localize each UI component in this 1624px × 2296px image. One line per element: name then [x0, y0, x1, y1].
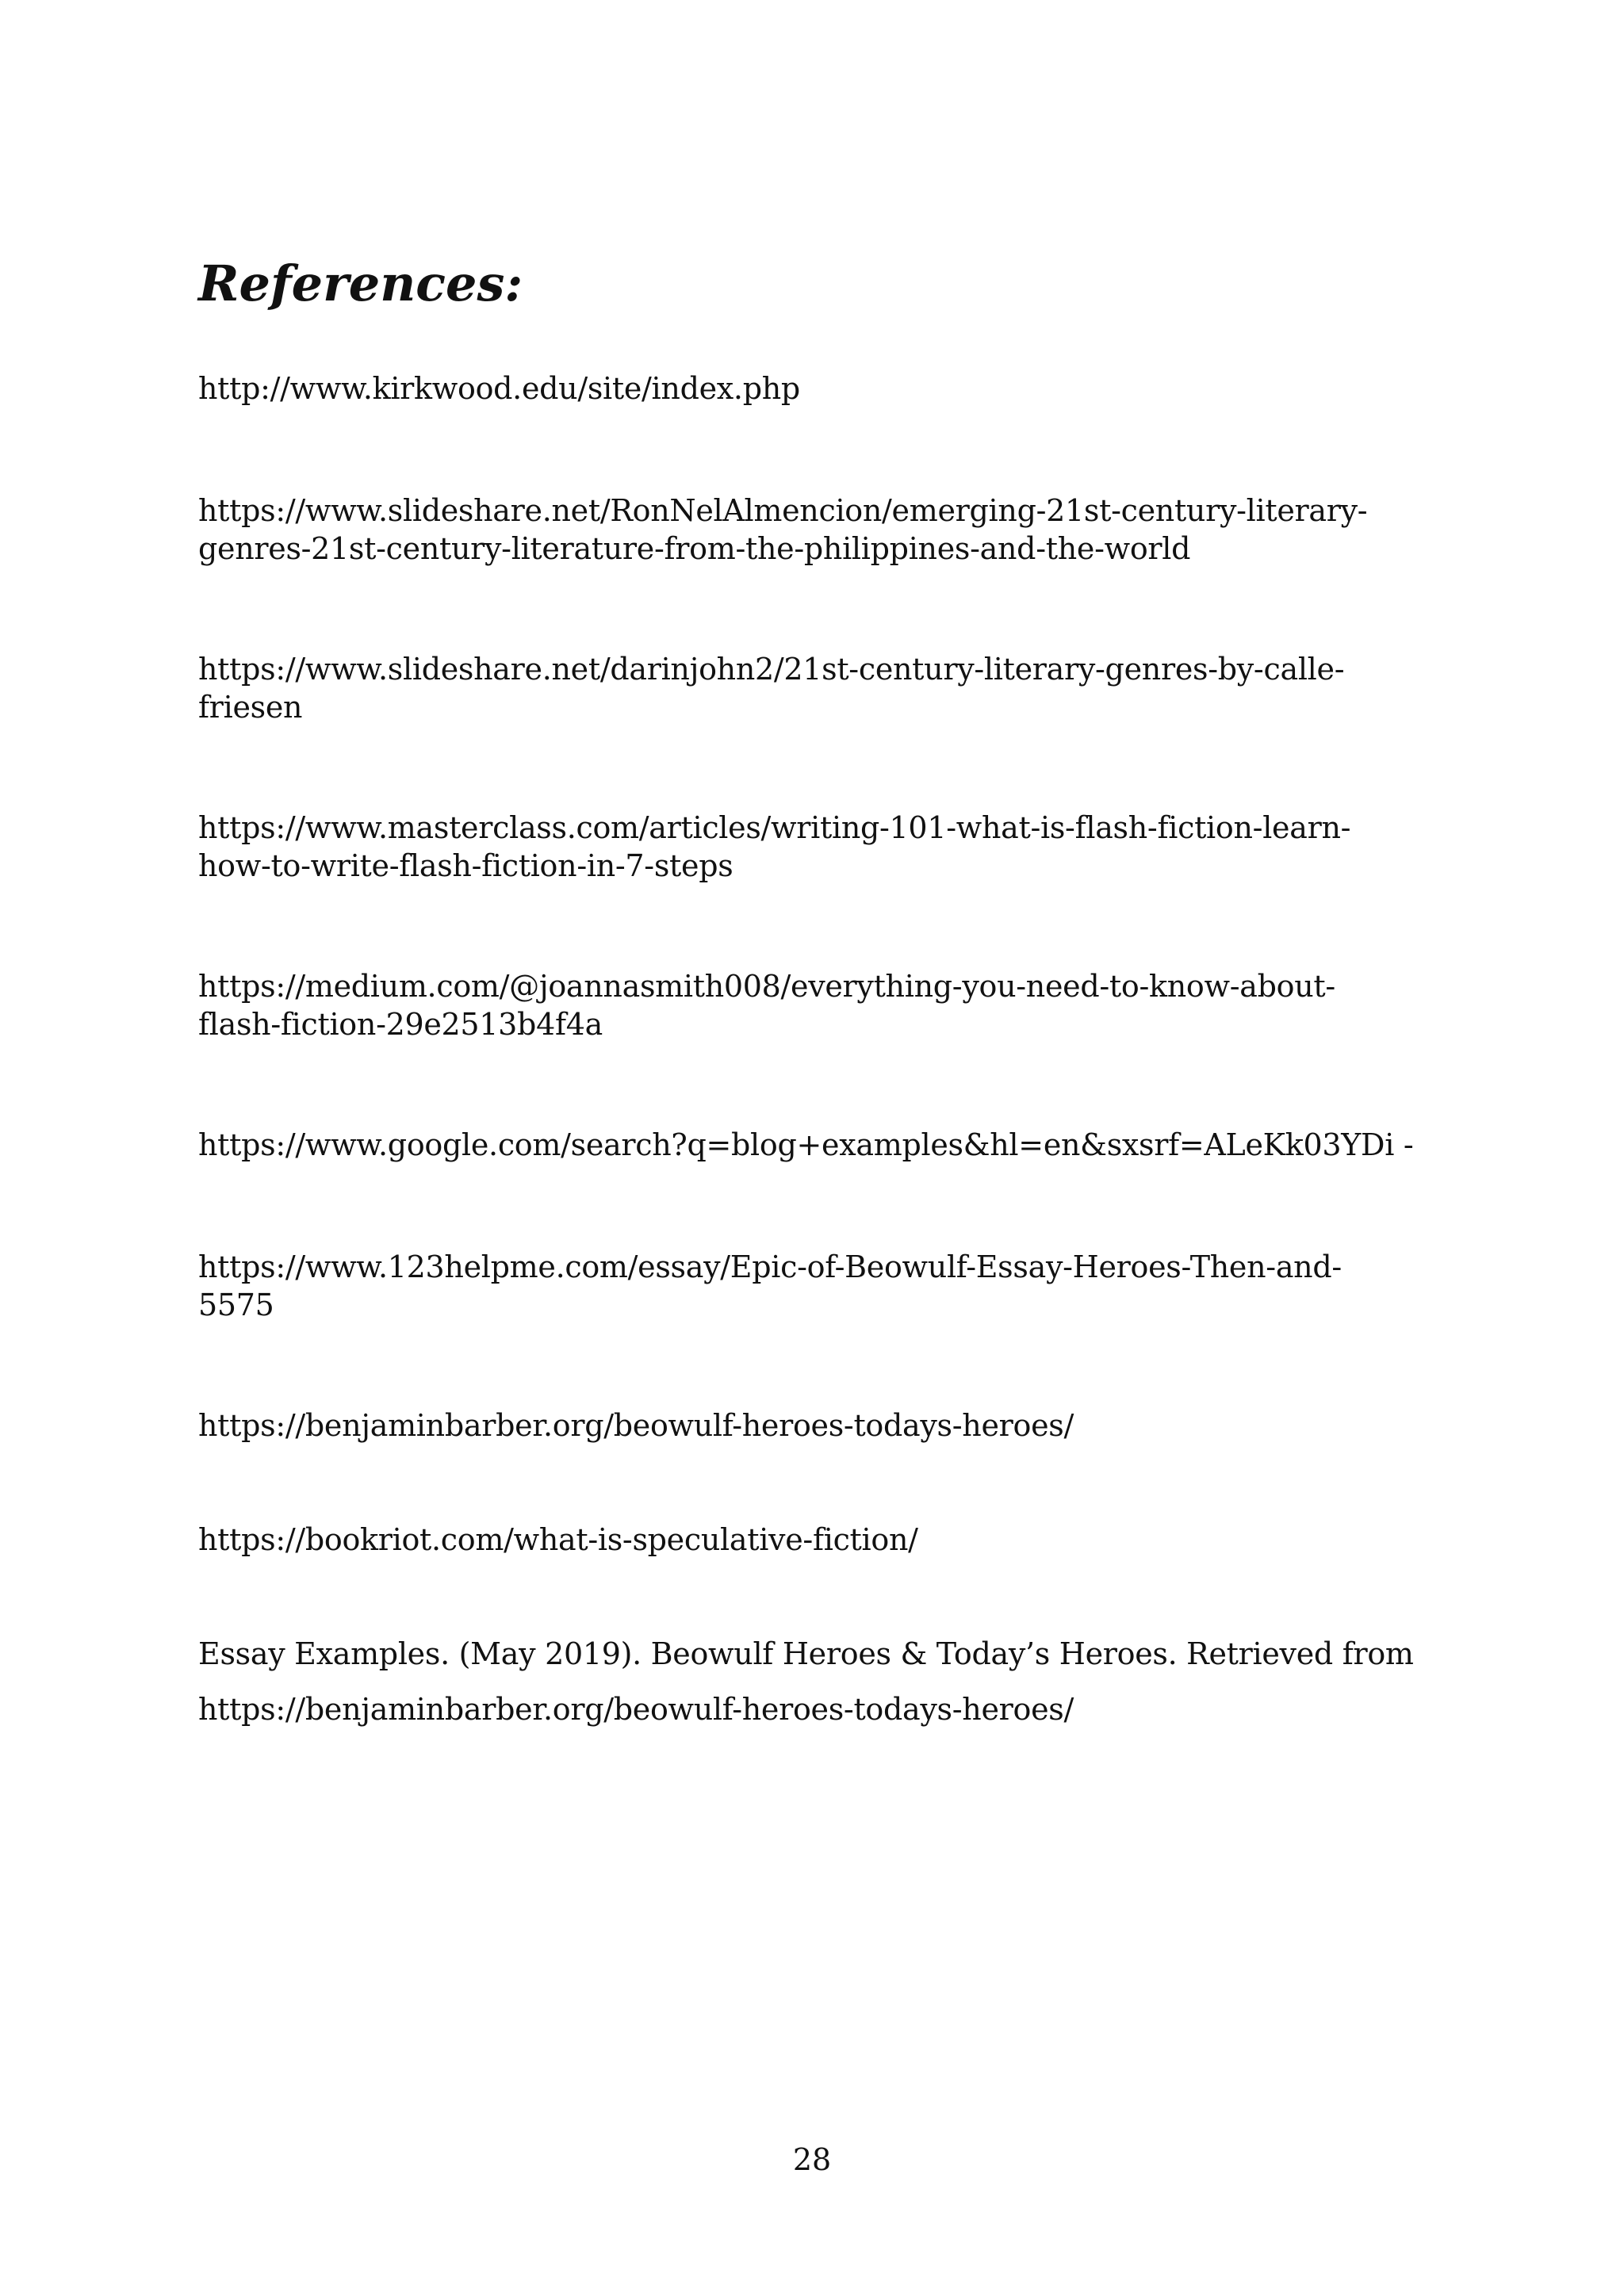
reference-line: https://www.slideshare.net/RonNelAlmencion/emerging-21st-century-literary- — [198, 493, 1368, 528]
reference-line: https://www.google.com/search?q=blog+examples&hl=en&sxsrf=ALeKk03YDi - — [198, 1127, 1414, 1162]
reference-line: 5575 — [198, 1288, 274, 1322]
reference-entry-9 — [198, 1521, 1435, 1559]
reference-entry-1 — [198, 369, 1435, 408]
reference-entry-5 — [198, 967, 1435, 1043]
reference-line: friesen — [198, 690, 303, 725]
reference-entry-3 — [198, 650, 1435, 726]
reference-line: https://www.masterclass.com/articles/writing-101-what-is-flash-fiction-learn- — [198, 810, 1351, 845]
page-title: References: — [198, 254, 523, 312]
reference-line: https://benjaminbarber.org/beowulf-heroes-todays-heroes/ — [198, 1408, 1074, 1443]
reference-line: https://medium.com/@joannasmith008/everything-you-need-to-know-about- — [198, 969, 1335, 1004]
reference-line: http://www.kirkwood.edu/site/index.php — [198, 371, 800, 406]
reference-line: https://bookriot.com/what-is-speculative-fiction/ — [198, 1522, 918, 1557]
reference-entry-6 — [198, 1126, 1435, 1164]
reference-line: genres-21st-century-literature-from-the-philippines-and-the-world — [198, 531, 1191, 566]
reference-line: https://www.123helpme.com/essay/Epic-of-Beowulf-Essay-Heroes-Then-and- — [198, 1249, 1342, 1284]
reference-entry-7 — [198, 1248, 1435, 1324]
reference-entry-10 — [198, 1626, 1435, 1737]
reference-line: https://www.slideshare.net/darinjohn2/21st-century-literary-genres-by-calle- — [198, 652, 1345, 687]
reference-line: https://benjaminbarber.org/beowulf-heroes-todays-heroes/ — [198, 1692, 1074, 1727]
reference-line: Essay Examples. (May 2019). Beowulf Heroes & Today’s Heroes. Retrieved from — [198, 1636, 1414, 1671]
reference-line: how-to-write-flash-fiction-in-7-steps — [198, 848, 733, 883]
reference-entry-4 — [198, 809, 1435, 885]
page-number: 28 — [792, 2142, 832, 2177]
reference-entry-8 — [198, 1406, 1435, 1445]
reference-line: flash-fiction-29e2513b4f4a — [198, 1007, 603, 1042]
reference-entry-2 — [198, 492, 1435, 568]
